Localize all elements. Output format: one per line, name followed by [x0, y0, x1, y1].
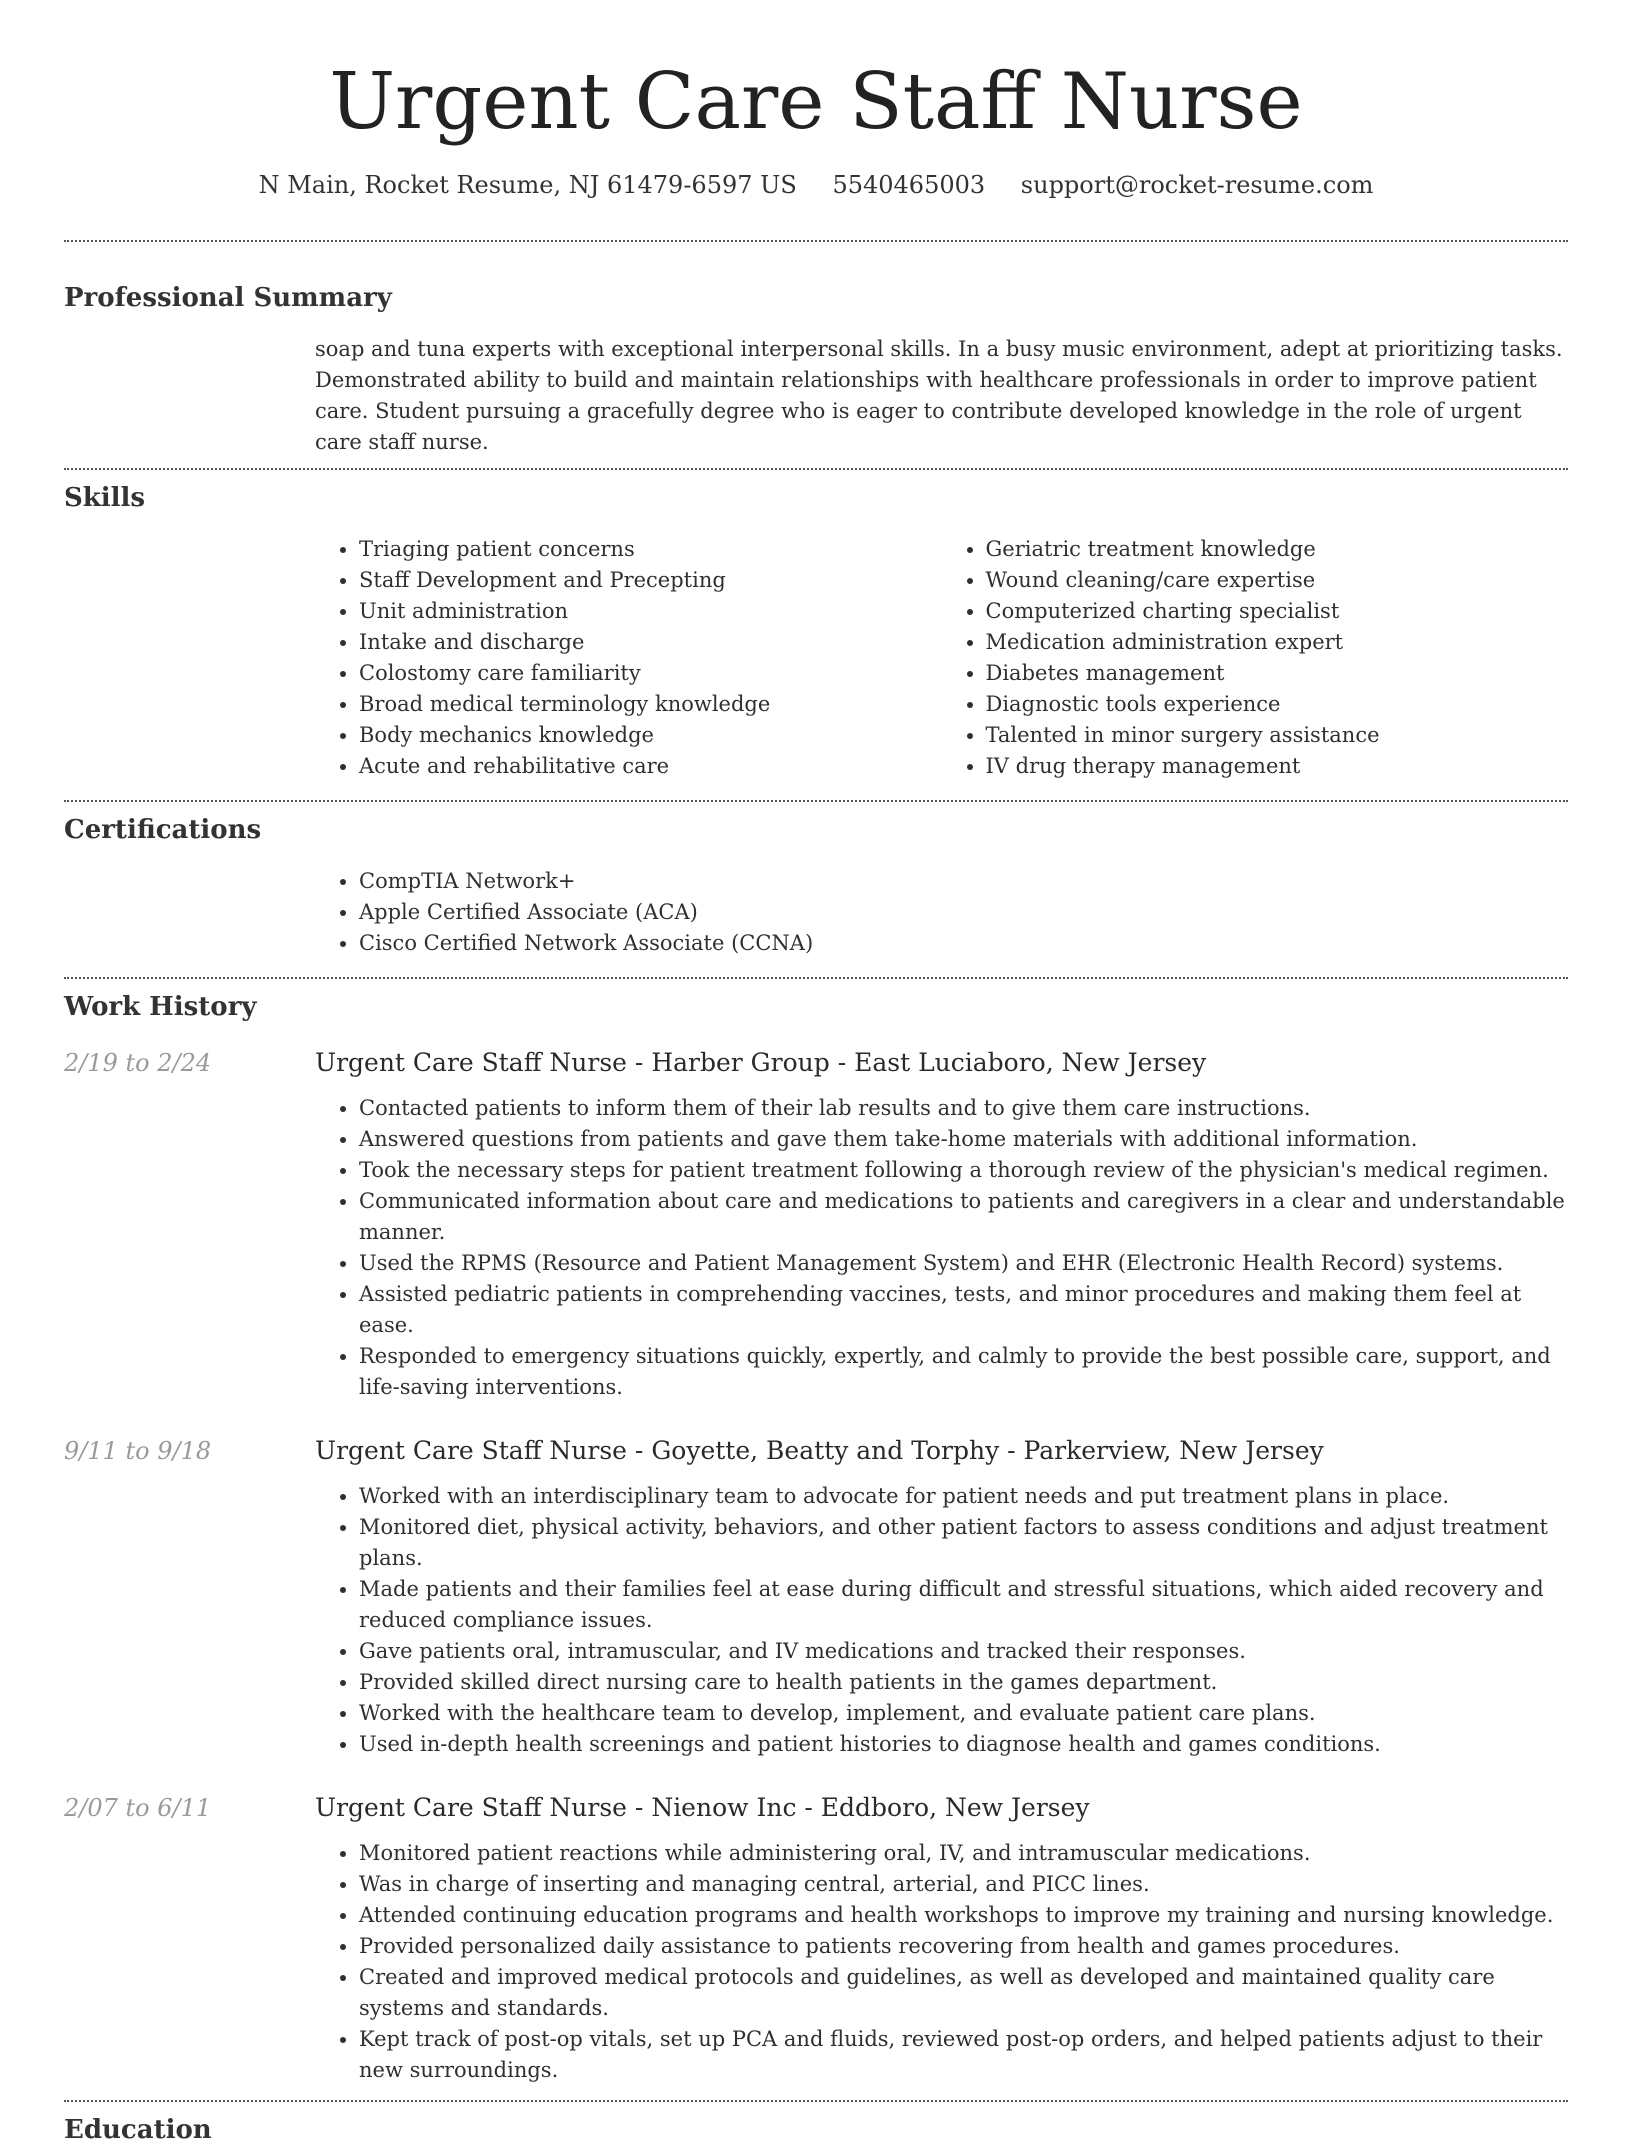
certifications-heading: Certifications	[64, 815, 262, 845]
resume-page	[64, 0, 1568, 2148]
job-bullets	[315, 1838, 1568, 2086]
skill-item: • Wound cleaning/care expertise	[986, 565, 1569, 596]
job-bullet: • Assisted pediatric patients in comprehending vaccines, tests, and minor procedures and making them feel at ease.	[359, 1279, 1568, 1341]
skills-list-left	[315, 534, 942, 782]
job-bullet: • Worked with the healthcare team to develop, implement, and evaluate patient care plans.	[359, 1698, 1568, 1729]
skill-item: • Unit administration	[359, 596, 942, 627]
work-section	[64, 979, 1568, 2086]
job-entry	[64, 1790, 1568, 2086]
skill-item: • Diabetes management	[986, 658, 1569, 689]
education-heading: Education	[64, 2115, 212, 2145]
certification-item: • CompTIA Network+	[359, 866, 1568, 897]
job-date: 2/19 to 2/24	[64, 1049, 212, 1077]
skill-item: • Broad medical terminology knowledge	[359, 689, 942, 720]
summary-heading: Professional Summary	[64, 283, 392, 313]
candidate-name: Urgent Care Staff Nurse	[329, 57, 1303, 147]
job-title: Urgent Care Staff Nurse - Nienow Inc - Eddboro, New Jersey	[315, 1793, 1090, 1822]
work-heading: Work History	[64, 992, 257, 1022]
job-bullet: • Created and improved medical protocols and guidelines, as well as developed and maintained quality care systems and standards.	[359, 1962, 1568, 2024]
skills-list-right	[942, 534, 1569, 782]
contact-line	[64, 168, 1568, 202]
job-entry	[64, 1045, 1568, 1403]
education-section	[64, 2102, 1568, 2148]
skill-item: • Body mechanics knowledge	[359, 720, 942, 751]
job-bullet: • Used the RPMS (Resource and Patient Management System) and EHR (Electronic Health Record) systems.	[359, 1248, 1568, 1279]
job-bullet: • Responded to emergency situations quickly, expertly, and calmly to provide the best possible care, support, and life-saving interventions.	[359, 1341, 1568, 1403]
job-entry	[64, 1433, 1568, 1760]
job-bullet: • Monitored patient reactions while administering oral, IV, and intramuscular medications.	[359, 1838, 1568, 1869]
skills-heading: Skills	[64, 483, 146, 513]
job-bullet: • Contacted patients to inform them of their lab results and to give them care instructions.	[359, 1093, 1568, 1124]
summary-section	[64, 242, 1568, 458]
job-bullet: • Monitored diet, physical activity, behaviors, and other patient factors to assess conditions and adjust treatment plans.	[359, 1512, 1568, 1574]
contact-address: N Main, Rocket Resume, NJ 61479-6597 US	[258, 171, 797, 199]
skill-item: • Acute and rehabilitative care	[359, 751, 942, 782]
job-bullet: • Answered questions from patients and gave them take-home materials with additional information.	[359, 1124, 1568, 1155]
job-bullet: • Communicated information about care and medications to patients and caregivers in a clear and understandable manner.	[359, 1186, 1568, 1248]
job-bullet: • Worked with an interdisciplinary team to advocate for patient needs and put treatment plans in place.	[359, 1481, 1568, 1512]
job-bullet: • Took the necessary steps for patient treatment following a thorough review of the physician's medical regimen.	[359, 1155, 1568, 1186]
job-bullet: • Provided personalized daily assistance to patients recovering from health and games procedures.	[359, 1931, 1568, 1962]
job-date: 9/11 to 9/18	[64, 1437, 212, 1465]
skill-item: • Intake and discharge	[359, 627, 942, 658]
job-bullets	[315, 1093, 1568, 1403]
skill-item: • Diagnostic tools experience	[986, 689, 1569, 720]
skill-item: • Staff Development and Precepting	[359, 565, 942, 596]
certifications-section	[64, 802, 1568, 959]
job-bullet: • Was in charge of inserting and managing central, arterial, and PICC lines.	[359, 1869, 1568, 1900]
job-bullet: • Gave patients oral, intramuscular, and IV medications and tracked their responses.	[359, 1636, 1568, 1667]
job-bullet: • Kept track of post-op vitals, set up PCA and fluids, reviewed post-op orders, and helped patients adjust to their new surroundings.	[359, 2024, 1568, 2086]
skill-item: • Triaging patient concerns	[359, 534, 942, 565]
job-title: Urgent Care Staff Nurse - Goyette, Beatty and Torphy - Parkerview, New Jersey	[315, 1436, 1324, 1465]
certifications-list	[315, 866, 1568, 959]
skill-item: • IV drug therapy management	[986, 751, 1569, 782]
skill-item: • Colostomy care familiarity	[359, 658, 942, 689]
contact-email: support@rocket-resume.com	[1020, 171, 1374, 199]
skill-item: • Medication administration expert	[986, 627, 1569, 658]
job-bullet: • Provided skilled direct nursing care to health patients in the games department.	[359, 1667, 1568, 1698]
job-date: 2/07 to 6/11	[64, 1794, 212, 1822]
skills-section	[64, 470, 1568, 782]
certification-item: • Cisco Certified Network Associate (CCNA)	[359, 928, 1568, 959]
job-bullet: • Attended continuing education programs and health workshops to improve my training and nursing knowledge.	[359, 1900, 1568, 1931]
job-title: Urgent Care Staff Nurse - Harber Group - East Luciaboro, New Jersey	[315, 1048, 1207, 1077]
contact-phone: 5540465003	[832, 171, 986, 199]
job-bullets	[315, 1481, 1568, 1760]
certifications-body	[315, 866, 1568, 959]
certification-item: • Apple Certified Associate (ACA)	[359, 897, 1568, 928]
skill-item: • Geriatric treatment knowledge	[986, 534, 1569, 565]
summary-text: soap and tuna experts with exceptional interpersonal skills. In a busy music environment, adept at prioritizing tasks. Demonstrated ability to build and maintain relationships with healthcare professionals in order to improve patient care. Student pursuing a gracefully degree who is eager to contribute developed knowledge in the role of urgent care staff nurse.	[315, 337, 1563, 454]
job-bullet: • Made patients and their families feel at ease during difficult and stressful situations, which aided recovery and reduced compliance issues.	[359, 1574, 1568, 1636]
skills-grid	[315, 534, 1568, 782]
job-bullet: • Used in-depth health screenings and patient histories to diagnose health and games conditions.	[359, 1729, 1568, 1760]
skill-item: • Computerized charting specialist	[986, 596, 1569, 627]
skill-item: • Talented in minor surgery assistance	[986, 720, 1569, 751]
